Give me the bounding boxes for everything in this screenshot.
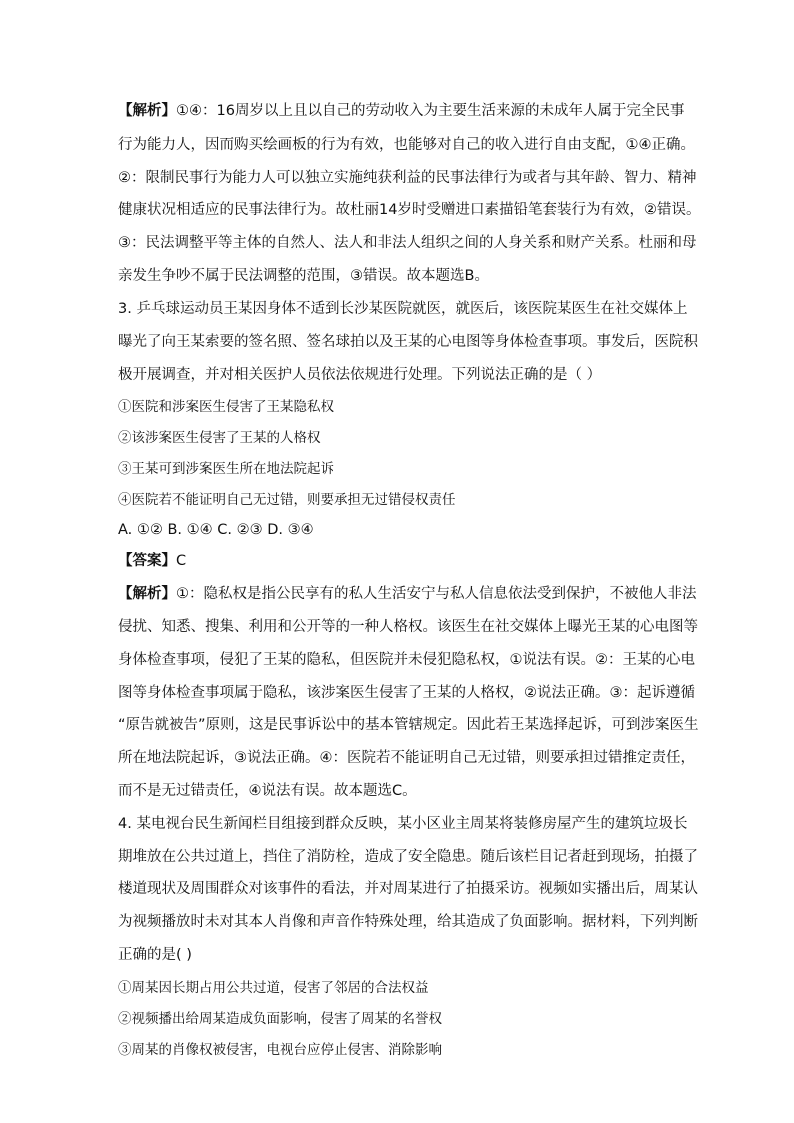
q4-stem-line-3: 楼道现状及周围群众对该事件的看法，并对周某进行了拍摄采访。视频如实播出后，周某认 <box>118 881 698 897</box>
analysis1-line-1 <box>118 101 684 121</box>
analysis1-line-2: 行为能力人，因而购买绘画板的行为有效，也能够对自己的收入进行自由支配，①④正确。 <box>118 137 695 153</box>
analysis1-line-4: 健康状况相适应的民事法律行为。故杜丽14岁时受赠进口素描铅笔套装行为有效，②错误。 <box>118 202 701 218</box>
q3-analysis-line-3: 身体检查事项，侵犯了王某的隐私，但医院并未侵犯隐私权，①说法有误。②：王某的心电 <box>118 652 695 668</box>
q3-answer <box>118 551 186 571</box>
q4-option-2: ②视频播出给周某造成负面影响，侵害了周某的名誉权 <box>118 1011 442 1027</box>
q4-option-3: ③周某的肖像权被侵害，电视台应停止侵害、消除影响 <box>118 1042 442 1058</box>
q3-option-4: ④医院若不能证明自己无过错，则要承担无过错侵权责任 <box>118 492 456 508</box>
q3-option-2: ②该涉案医生侵害了王某的人格权 <box>118 430 321 446</box>
q3-option-3: ③王某可到涉案医生所在地法院起诉 <box>118 461 334 477</box>
q3-analysis-line-6: 所在地法院起诉，③说法正确。④：医院若不能证明自己无过错，则要承担过错推定责任， <box>118 750 695 766</box>
q3-stem-line-3: 极开展调查，并对相关医护人员依法依规进行处理。下列说法正确的是（ ） <box>118 367 602 383</box>
analysis-text: ①④：16周岁以上且以自己的劳动收入为主要生活来源的未成年人属于完全民事 <box>176 103 685 119</box>
q3-stem-line-2: 曝光了向王某索要的签名照、签名球拍以及王某的心电图等身体检查事项。事发后，医院积 <box>118 334 698 350</box>
analysis-label: 【解析】 <box>118 103 176 119</box>
q3-choices: A. ①② B. ①④ C. ②③ D. ③④ <box>118 522 314 538</box>
q3-analysis-line-4: 图等身体检查事项属于隐私，该涉案医生侵害了王某的人格权，②说法正确。③：起诉遵循 <box>118 685 695 701</box>
analysis1-line-3: ②：限制民事行为能力人可以独立实施纯获利益的民事法律行为或者与其年龄、智力、精神 <box>118 170 697 186</box>
analysis1-line-6: 亲发生争吵不属于民法调整的范围，③错误。故本题选B。 <box>118 268 489 284</box>
q4-stem-line-2: 期堆放在公共过道上，挡住了消防栓，造成了安全隐患。随后该栏目记者赶到现场，拍摄了 <box>118 849 698 865</box>
answer-label: 【答案】 <box>118 553 176 569</box>
analysis1-line-5: ③：民法调整平等主体的自然人、法人和非法人组织之间的人身关系和财产关系。杜丽和母 <box>118 235 697 251</box>
q3-analysis-line-7: 而不是无过错责任，④说法有误。故本题选C。 <box>118 783 417 799</box>
answer-value: C <box>176 553 187 569</box>
analysis-text: ①：隐私权是指公民享有的私人生活安宁与私人信息依法受到保护，不被他人非法 <box>176 586 697 602</box>
q3-analysis-line-5: “原告就被告”原则，这是民事诉讼中的基本管辖规定。因此若王某选择起诉，可到涉案医生 <box>118 717 699 733</box>
analysis-label: 【解析】 <box>118 586 176 602</box>
q4-stem-line-1: 4. 某电视台民生新闻栏目组接到群众反映，某小区业主周某将装修房屋产生的建筑垃圾长 <box>118 816 688 832</box>
q3-analysis-line-2: 侵扰、知悉、搜集、利用和公开等的一种人格权。该医生在社交媒体上曝光王某的心电图等 <box>118 619 698 635</box>
q3-stem-line-1: 3. 乒乓球运动员王某因身体不适到长沙某医院就医，就医后，该医院某医生在社交媒体上 <box>118 301 688 317</box>
q4-stem-line-5: 正确的是( ) <box>118 947 192 963</box>
q3-analysis-line-1 <box>118 584 697 604</box>
q4-stem-line-4: 为视频播放时未对其本人肖像和声音作特殊处理，给其造成了负面影响。据材料，下列判断 <box>118 914 698 930</box>
q4-option-1: ①周某因长期占用公共过道，侵害了邻居的合法权益 <box>118 980 429 996</box>
q3-option-1: ①医院和涉案医生侵害了王某隐私权 <box>118 399 334 415</box>
